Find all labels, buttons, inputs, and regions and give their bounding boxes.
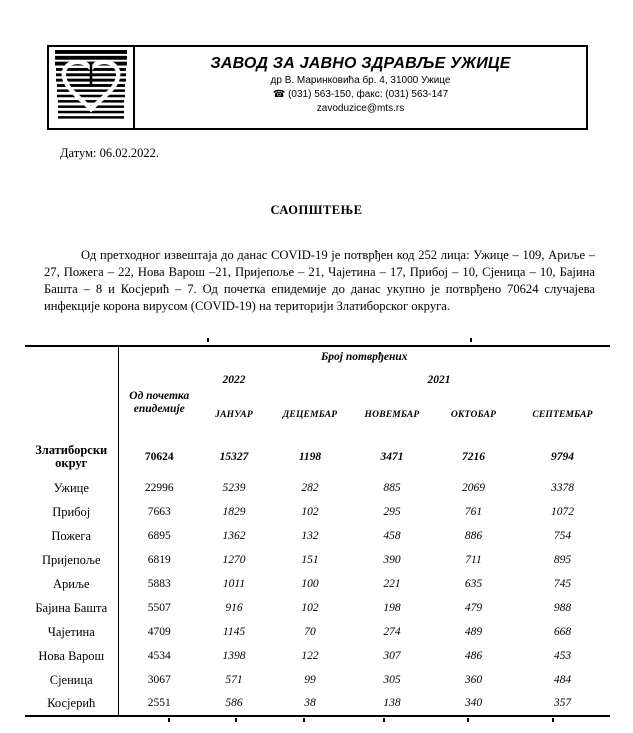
table-body	[25, 438, 610, 716]
value-month: 274	[383, 625, 401, 638]
letterhead-text	[135, 47, 586, 128]
tab-tick	[467, 718, 469, 722]
tab-tick	[303, 718, 305, 722]
value-month: 1398	[222, 649, 246, 662]
column-header-december: ДЕЦЕМБАР	[282, 409, 338, 420]
value-since-start: 4709	[147, 625, 171, 638]
value-month: 390	[383, 553, 401, 566]
value-month: 132	[301, 529, 319, 542]
value-month: 885	[383, 481, 401, 494]
value-since-start: 4534	[147, 649, 171, 662]
value-month: 122	[301, 649, 319, 662]
value-month: 282	[301, 481, 319, 494]
value-month: 360	[464, 673, 483, 686]
table-caption: Број потврђених	[321, 351, 408, 363]
letterhead	[47, 45, 588, 130]
empty-cell	[25, 392, 118, 438]
value-month: 711	[465, 553, 482, 566]
value-month: 489	[464, 625, 483, 638]
tab-tick	[470, 338, 472, 342]
value-month: 453	[553, 649, 572, 662]
table-row	[25, 596, 610, 620]
value-since-start: 5507	[147, 601, 171, 614]
year-2021-label: 2021	[427, 373, 451, 386]
value-month: 635	[464, 577, 483, 590]
column-header-january: ЈАНУАР	[215, 409, 253, 420]
org-phone-fax: ☎ (031) 563-150, факс: (031) 563-147	[272, 89, 449, 100]
place-name: Златиборски округ	[25, 438, 118, 476]
value-month: 221	[383, 577, 401, 590]
value-month: 138	[383, 697, 401, 709]
value-month: 102	[301, 601, 319, 614]
tab-tick	[383, 718, 385, 722]
value-since-start: 2551	[147, 697, 171, 709]
value-month: 5239	[222, 481, 246, 494]
value-month: 988	[553, 601, 572, 614]
value-month: 295	[383, 505, 401, 518]
caption-row	[25, 346, 610, 368]
column-header-november: НОВЕМБАР	[364, 409, 420, 420]
table-row	[25, 620, 610, 644]
value-month: 895	[553, 553, 572, 566]
value-month: 571	[225, 673, 243, 686]
year-row	[25, 368, 610, 392]
tab-tick	[552, 718, 554, 722]
value-month: 1198	[298, 450, 322, 463]
value-month: 668	[553, 625, 572, 638]
place-name: Пожега	[25, 524, 118, 548]
place-name: Прибој	[25, 500, 118, 524]
value-month: 3378	[551, 481, 574, 494]
value-since-start: 70624	[144, 450, 174, 463]
value-month: 102	[301, 505, 319, 518]
table-row	[25, 524, 610, 548]
place-name: Ариље	[25, 572, 118, 596]
value-month: 2069	[462, 481, 485, 494]
column-header-since-start: Од почетка епидемије	[129, 390, 190, 415]
org-name: ЗАВОД ЗА ЈАВНО ЗДРАВЉЕ УЖИЦЕ	[210, 55, 511, 72]
value-month: 586	[225, 697, 243, 709]
table-row	[25, 548, 610, 572]
table-row	[25, 438, 610, 476]
confirmed-cases-table	[25, 345, 610, 717]
value-month: 305	[383, 673, 401, 686]
value-month: 486	[464, 649, 483, 662]
date-line: Датум: 06.02.2022.	[60, 146, 160, 160]
value-month: 70	[304, 625, 316, 638]
value-month: 754	[553, 529, 572, 542]
table-row	[25, 572, 610, 596]
value-month: 151	[301, 553, 319, 566]
year-2022-label: 2022	[222, 373, 246, 386]
document-title: САОПШТЕЊЕ	[270, 203, 363, 217]
value-month: 198	[383, 601, 401, 614]
value-since-start: 6819	[147, 553, 171, 566]
value-month: 484	[553, 673, 572, 686]
column-header-october: ОКТОБАР	[450, 409, 497, 420]
month-header-row	[25, 392, 610, 438]
value-since-start: 22996	[144, 481, 174, 494]
org-email: zavoduzice@mts.rs	[316, 103, 405, 114]
table-head-section	[25, 346, 610, 438]
value-month: 1362	[222, 529, 246, 542]
value-month: 357	[553, 697, 572, 709]
value-since-start: 6895	[147, 529, 171, 542]
place-name: Сјеница	[25, 668, 118, 692]
logo-cell	[49, 47, 135, 128]
value-month: 458	[383, 529, 401, 542]
place-name: Нова Варош	[25, 644, 118, 668]
value-since-start: 5883	[147, 577, 171, 590]
value-month: 886	[464, 529, 483, 542]
place-name: Косјерић	[25, 692, 118, 716]
value-month: 1270	[222, 553, 246, 566]
value-month: 1011	[222, 577, 246, 590]
value-month: 3471	[380, 450, 404, 463]
value-month: 307	[383, 649, 401, 662]
value-month: 761	[464, 505, 483, 518]
value-month: 100	[301, 577, 319, 590]
value-month: 99	[304, 673, 316, 686]
org-address: др В. Маринковића бр. 4, 31000 Ужице	[270, 75, 451, 86]
value-month: 479	[464, 601, 483, 614]
empty-cell	[25, 368, 118, 392]
value-since-start: 3067	[147, 673, 171, 686]
tab-tick	[235, 718, 237, 722]
column-header-september: СЕПТЕМБАР	[532, 409, 593, 420]
table-row	[25, 668, 610, 692]
place-name: Пријепоље	[25, 548, 118, 572]
value-month: 1829	[222, 505, 246, 518]
place-name: Бајина Башта	[25, 596, 118, 620]
table-row	[25, 500, 610, 524]
corner-cell	[25, 346, 118, 368]
table-row	[25, 644, 610, 668]
value-month: 745	[553, 577, 572, 590]
value-month: 1072	[551, 505, 574, 518]
value-month: 1145	[222, 625, 246, 638]
value-month: 38	[304, 697, 316, 709]
value-month: 15327	[219, 450, 249, 463]
value-month: 7216	[462, 450, 485, 463]
table-row	[25, 692, 610, 716]
value-since-start: 7663	[147, 505, 171, 518]
announcement-paragraph: Од претходног извештаја до данас COVID-19 је потврђен код 252 лица: Ужице – 109, Ариље – 27, Пожега – 22, Нова Варош –21, Пријепоље – 21, Чајетина – 17, Прибој – 10, Сјеница – 10, Бајина Башта – 8 и Косјерић – 7. Од почетка епидемије до данас укупно је потврђено 70624 случајева инфекције корона вирусом (COVID-19) на територији Златиборског округа.	[44, 248, 595, 313]
tab-tick	[207, 338, 209, 342]
place-name: Ужице	[25, 476, 118, 500]
place-name: Чајетина	[25, 620, 118, 644]
table-row	[25, 476, 610, 500]
tab-tick	[168, 718, 170, 722]
value-month: 340	[464, 697, 483, 709]
value-month: 916	[225, 601, 243, 614]
value-month: 9794	[551, 450, 574, 463]
institute-logo-icon	[53, 50, 129, 125]
